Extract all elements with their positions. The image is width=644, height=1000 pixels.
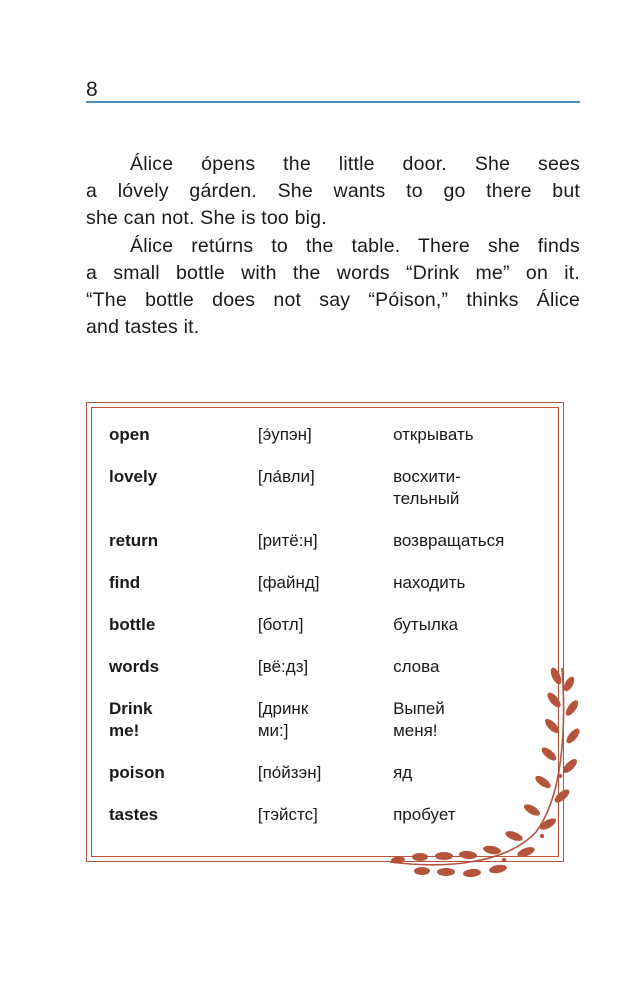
vocabulary-row <box>109 530 539 552</box>
vocab-word: return <box>109 531 159 550</box>
vocab-word: bottle <box>109 615 156 634</box>
page-number: 8 <box>86 78 98 101</box>
vocab-translation: слова <box>393 657 440 676</box>
vocab-pronunciation: [вё:дз] <box>257 657 309 676</box>
vocab-pronunciation: [по́йзэн] <box>257 763 322 782</box>
vocab-pronunciation: [ботл] <box>257 615 304 634</box>
vocab-word: Drink me! <box>109 699 153 740</box>
vocab-word: words <box>109 657 160 676</box>
paragraph-2-line: “The bottle does not say “Póison,” thinks Álice <box>86 289 580 312</box>
vocab-word: poison <box>109 763 165 782</box>
vocab-pronunciation: [э́упэн] <box>257 425 312 444</box>
vocab-word: find <box>109 573 141 592</box>
vocab-pronunciation: [файнд] <box>257 573 320 592</box>
vocab-translation: возвращаться <box>393 531 505 550</box>
paragraph-2-line: and tastes it. <box>86 316 200 339</box>
vocab-translation: открывать <box>393 425 474 444</box>
vocab-word: tastes <box>109 805 159 824</box>
vocab-translation: бутылка <box>393 615 459 634</box>
vocab-pronunciation: [ла́вли] <box>257 467 315 486</box>
paragraph-2-line: a small bottle with the words “Drink me” on it. <box>86 261 580 284</box>
vocabulary-row <box>109 466 539 510</box>
vocab-translation: пробует <box>393 805 456 824</box>
vocab-pronunciation: [тэйстс] <box>257 805 318 824</box>
body-text <box>86 151 580 341</box>
vocab-translation: яд <box>393 763 413 782</box>
paragraph-2 <box>86 233 580 342</box>
vocab-word: lovely <box>109 467 158 486</box>
paragraph-1-line: she can not. She is too big. <box>86 207 327 230</box>
vocabulary-row <box>109 572 539 594</box>
vocab-translation: находить <box>393 573 466 592</box>
vocabulary-box <box>86 402 564 862</box>
vocab-translation: восхити- тельный <box>393 467 461 508</box>
vocab-pronunciation: [дринк ми:] <box>257 699 309 740</box>
header-rule <box>86 101 580 103</box>
vocab-word: open <box>109 425 150 444</box>
vocab-pronunciation: [ритё:н] <box>257 531 318 550</box>
vocabulary-row <box>109 424 539 446</box>
vocab-translation: Выпей меня! <box>393 699 445 740</box>
paragraph-1-line: Álice ópens the little door. She sees <box>130 153 580 175</box>
floral-corner-ornament <box>386 664 586 884</box>
paragraph-1 <box>86 151 580 233</box>
vocabulary-row <box>109 614 539 636</box>
paragraph-2-line: Álice retúrns to the table. There she finds <box>130 234 580 257</box>
paragraph-1-line: a lóvely gárden. She wants to go there but <box>86 180 580 203</box>
